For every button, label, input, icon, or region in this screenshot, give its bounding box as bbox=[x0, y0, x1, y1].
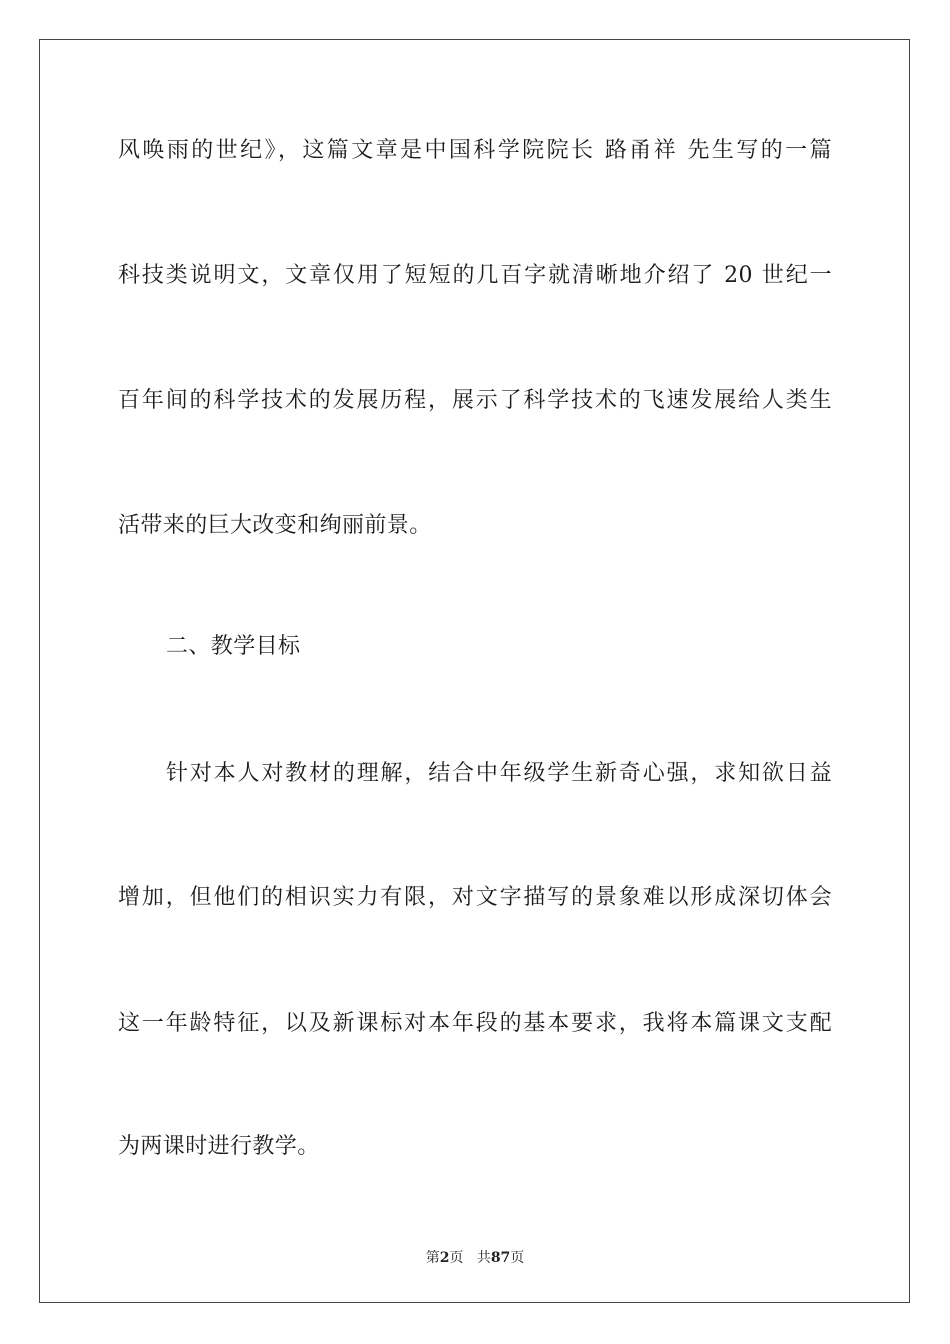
paragraph-line-7: 这一年龄特征，以及新课标对本年段的基本要求，我将本篇课文支配 bbox=[118, 1011, 832, 1036]
paragraph-line-6: 增加，但他们的相识实力有限，对文字描写的景象难以形成深切体会 bbox=[118, 885, 832, 910]
paragraph-line-2: 科技类说明文，文章仅用了短短的几百字就清晰地介绍了 20 世纪一 bbox=[118, 263, 832, 288]
footer-page-number: 2 bbox=[439, 1250, 450, 1266]
footer-total-suffix: 页 bbox=[510, 1250, 525, 1266]
paragraph-line-1: 风唤雨的世纪》，这篇文章是中国科学院院长 路甬祥 先生写的一篇 bbox=[118, 138, 832, 163]
paragraph-line-8: 为两课时进行教学。 bbox=[118, 1134, 320, 1159]
page-footer bbox=[0, 1248, 950, 1268]
paragraph-line-3: 百年间的科学技术的发展历程，展示了科学技术的飞速发展给人类生 bbox=[118, 388, 832, 413]
section-heading: 二、教学目标 bbox=[166, 634, 301, 659]
paragraph-line-4: 活带来的巨大改变和绚丽前景。 bbox=[118, 513, 432, 538]
footer-total-prefix: 共 bbox=[476, 1250, 491, 1266]
footer-page-suffix: 页 bbox=[449, 1250, 464, 1266]
footer-total-pages: 87 bbox=[490, 1250, 511, 1266]
paragraph-line-5: 针对本人对教材的理解，结合中年级学生新奇心强，求知欲日益 bbox=[166, 761, 832, 786]
page-border bbox=[39, 39, 910, 1303]
footer-page-prefix: 第 bbox=[425, 1250, 440, 1266]
